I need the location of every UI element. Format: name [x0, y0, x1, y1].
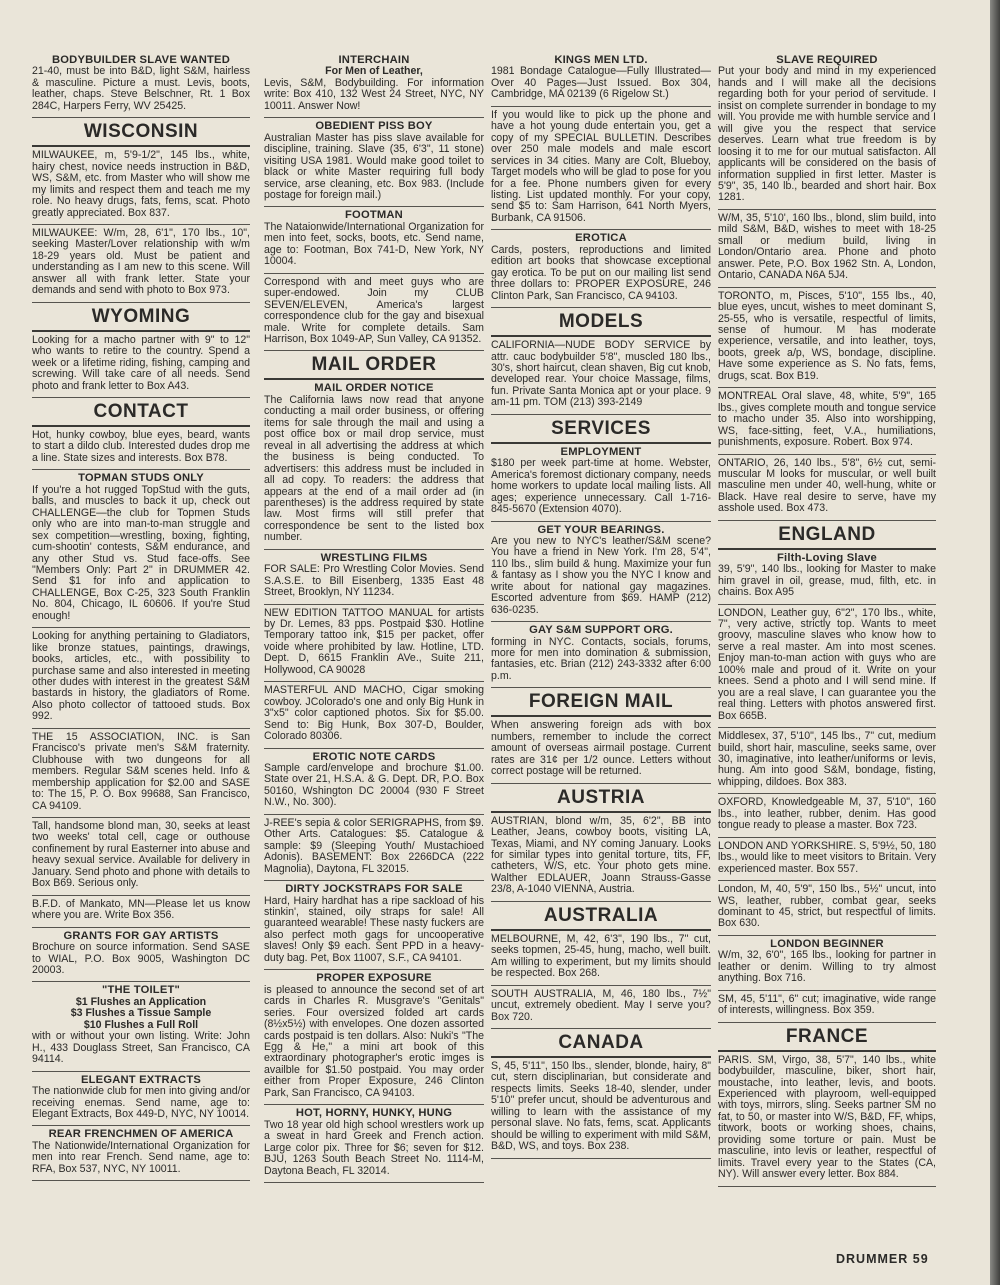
ad-body: Levis, S&M, Bodybuilding. For information write: Box 410, 132 West 24 Street, NYC, NY 10011. Answer Now! [264, 76, 484, 112]
ad-body: Hot, hunky cowboy, blue eyes, beard, wants to start a dildo club. Interested dudes drop me a line. State sizes and interests. Box B78. [32, 428, 250, 464]
ad-title: INTERCHAIN [338, 54, 410, 66]
column-2 [264, 52, 484, 1183]
classified-ad [718, 550, 936, 605]
ad-title: TOPMAN STUDS ONLY [78, 472, 204, 485]
page-spine-shadow [990, 0, 1000, 1285]
ad-body: TORONTO, m, Pisces, 5'10", 155 lbs., 40, blue eyes, uncut, wishes to meet dominant S, 25-55, who is versatile, respectful of limits, sense of humour. M has moderate experience, versatile, and into leather, toys, boots, greek a/p, WS, bondage, discipline. Have some experience as S. No fats, fems, drugs, scat. Box B19. [718, 289, 936, 382]
classified-ad [264, 118, 484, 207]
section-heading: CANADA [491, 1029, 711, 1058]
ad-body: MELBOURNE, M, 42, 6'3", 190 lbs., 7" cut, seeks topmen, 25-45, hung, macho, well built. Am willing to experiment, but my limits should be respected. Box 268. [491, 932, 711, 980]
classified-ad [32, 147, 250, 225]
classified-ad [32, 982, 250, 1071]
classified-ad [718, 936, 936, 991]
ad-title: WRESTLING FILMS [320, 551, 428, 564]
ad-body: The nationwide club for men into giving and/or receiving enemas. Send name, age to: Elegant Extracts, Box 449-D, NYC, NY 10014. [32, 1085, 250, 1120]
ad-body: B.F.D. of Mankato, MN—Please let us know where you are. Write Box 356. [32, 897, 250, 922]
column-3 [491, 52, 711, 1159]
classified-ad [718, 288, 936, 389]
ad-body: 21-40, must be into B&D, light S&M, hairless & masculine. Picture a must. Levis, boots, leather, chaps. Steve Belschner, Rt. 1 Box 284C, Harpers Ferry, WV 25425. [32, 65, 250, 112]
classified-ad [491, 107, 711, 231]
ad-body: ONTARIO, 26, 140 lbs., 5'8", 6½ cut, semi-muscular M looks for muscular, or well built masculine men under 40, well-hung, white or Black. Have real desire to serve, have my asshole used. Box 473. [718, 456, 936, 515]
classified-ad [32, 729, 250, 818]
magazine-name: DRUMMER [836, 1252, 909, 1266]
classified-ad [718, 52, 936, 210]
ad-body: is pleased to announce the second set of art cards in Charles R. Musgrave's "Genitals" series. Four oversized folded art cards (8½x5½) with envelopes. One dozen assorted cards postpaid is ten dollars. Also: Nuki's "The Egg & He," a mini art book of this extraordinary photographer's erotic imges is availble for $1.50 postpaid. You may order either from Proper Exposure, 246 Clinton Park, San Francisco, CA 94103. [264, 983, 484, 1099]
ad-body: 1981 Bondage Catalogue—Fully Illustrated—Over 40 Pages—Just Issued. Box 304, Cambridge, MA 02139 (6 Rigelow St.) [491, 65, 711, 101]
classified-ad [264, 207, 484, 273]
ad-subtitle-line: $3 Flushes a Tissue Sample [70, 1007, 212, 1020]
ad-title: "THE TOILET" [101, 984, 181, 997]
classified-ad [264, 682, 484, 748]
ad-title: FOOTMAN [345, 209, 403, 222]
section-heading: MODELS [491, 308, 711, 337]
ad-body: Middlesex, 37, 5'10", 145 lbs., 7" cut, medium build, short hair, masculine, seeks same, over 30, imaginative, into leather/uniforms or levis, hung. Am into good S&M, bondage, fisting, whipping, dildoes. Box 383. [718, 730, 936, 788]
ad-title: KINGS MEN LTD. [554, 54, 648, 66]
classified-ad [32, 1072, 250, 1127]
classified-ad [264, 970, 484, 1105]
classified-ad [491, 1058, 711, 1159]
classified-ad [491, 813, 711, 902]
classified-ad [264, 1105, 484, 1183]
classified-ad [264, 380, 484, 549]
classified-ad [32, 1126, 250, 1181]
column-1 [32, 52, 250, 1181]
classified-ad [491, 931, 711, 986]
section-heading: WISCONSIN [32, 118, 250, 147]
classified-ad [718, 455, 936, 521]
classified-ad [491, 622, 711, 688]
ad-body: W/m, 32, 6'0", 165 lbs., looking for partner in leather or denim. Willing to try almost anything. Box 716. [718, 949, 936, 985]
ad-body: LONDON AND YORKSHIRE. S, 5'9½, 50, 180 lbs., would like to meet visitors to Britain. Very experienced master. Box 557. [718, 839, 936, 875]
ad-body: J-REE's sepia & color SERIGRAPHS, from $9. Other Arts. Catalogues: $5. Catalogue & sample: $9 (Sleeping Youth/ Mustachioed Adonis). BASEMENT: Box 2266DCA (222 Magnolia), Daytona, FL 32015. [264, 816, 484, 875]
column-4 [718, 52, 936, 1187]
classified-ad [718, 388, 936, 454]
ad-body: SM, 45, 5'11", 6" cut; imaginative, wide range of interests, willingness. Box 359. [718, 992, 936, 1017]
ad-body: MILWAUKEE, m, 5'9-1/2", 145 lbs., white, hairy chest, novice needs instruction in B&D, WS, S&M, etc. from Master who will show me my limits and respect them and teach me my role. No heavy drugs, fats, fems, scat. Photo greatly appreciated. Box 837. [32, 149, 250, 219]
section-heading: AUSTRIA [491, 784, 711, 813]
ad-body: Put your body and mind in my experienced hands and I will make all the decisions regarding both for your period of servitude. I insist on complete surrender in bondage to my will. You provide me with humble service and I will give you the respect that service deserves. Learn what true freedom is by loosing it to me for our mutual satisfacton. All applicants will be considered on the basis of information supplied in first letter. Master is 5'9", 35, 140 lb., bearded and short hair. Box 1281. [718, 65, 936, 204]
section-heading: FRANCE [718, 1023, 936, 1052]
ad-body: Hard, Hairy hardhat has a ripe sackload of his stinkin', stained, oily straps for sale! All guaranteed wearable! These nasty fuckers are also perfect moth gags for uncooperative slaves! Only $9 each. Sent PPD in a heavy-duty bag. Pet, Box 11007, S.F., CA 94101. [264, 894, 484, 964]
classified-ad [32, 628, 250, 729]
ad-title: EMPLOYMENT [560, 445, 642, 458]
ad-body: MASTERFUL AND MACHO, Cigar smoking cowboy. JColorado's one and only Big Hunk in 3"x5" color captioned photos. Six for $5.00. Send to: Big Hunk, Box 307-D, Boulder, Colorado 80306. [264, 684, 484, 743]
ad-title: REAR FRENCHMEN OF AMERICA [48, 1128, 234, 1141]
classified-ad [491, 717, 711, 783]
ad-body: Looking for a macho partner with 9" to 12" who wants to retire to the country. Spend a week or a lifetime riding, fishing, camping and screwing. Will take care of all needs. Send photo and frank letter to Box A43. [32, 333, 250, 392]
classified-ad [718, 794, 936, 837]
classified-ad [264, 815, 484, 881]
classified-ad [264, 881, 484, 970]
classified-ad [264, 52, 484, 118]
ad-body: The California laws now read that anyone conducting a mail order business, or offering items for sale through the mail and using a post office box or mail drop service, must reveal in all advertising the address at which the business is being conducted. To advertisers: this address must be included in all ad copy. To readers: the address that appears at the end of a mail order ad (in parentheses) is the address required by state law. Most firms will still prefer that correspondence be sent to the listed box number. [264, 393, 484, 544]
ad-title: ELEGANT EXTRACTS [80, 1073, 202, 1086]
classified-ad [491, 986, 711, 1029]
classified-ad [32, 225, 250, 303]
ad-body: Two 18 year old high school wrestlers work up a sweat in hard Greek and French action. Large color pix. Three for $6; seven for $12. BJU, 1263 South Beach Street No. 1114-M, Daytona Beach, FL 32014. [264, 1118, 484, 1177]
classified-ad [718, 728, 936, 794]
ad-body: MILWAUKEE: W/m, 28, 6'1", 170 lbs., 10", seeking Master/Lover relationship with w/m 18-29 years old. Must be patient and understanding as I am new to this scene. Will answer all with frank letter. State your demands and send with photo to Box 973. [32, 226, 250, 297]
ad-body: W/M, 35, 5'10', 160 lbs., blond, slim build, into mild S&M, B&D, wishes to meet with 18-25 small or medium build, living in London/Ontario area. Phone and photo answer. Pete, P.O. Box 1962 Stn. A, London, Ontario, CANADA N6A 5J4. [718, 211, 936, 282]
ad-body: Australian Master has piss slave available for discipline, training. Slave (35, 6'3", 11 stone) visiting USA 1981. Would make good toilet to black or white Master requiring full body service, arse cleaning, etc. Box 983. (Include postage for foreign mail.) [264, 131, 484, 201]
ad-body: PARIS. SM, Virgo, 38, 5'7", 140 lbs., white bodybuilder, masculine, biker, short hair, moustache, into leather, levis, and boots. Experienced with playroom, well-equipped with toys, mirrors, sling. Seeks partner SM no fat, to 50, or master into W/S, B&D, FF, whips, titwork, boots or working shoes, chains, providing some torture or pain. Must be masculine, into levis or leather, respectful of limits. Travel every year to the States (CA, NY). Will answer every letter. Box 884. [718, 1053, 936, 1181]
ad-body: Tall, handsome blond man, 30, seeks at least two weeks' total cell, cage or outhouse confinement by rural Easterner into abuse and heavy sexual service. Available for delivery in January. Send photo and phone with details to Box B69. Serious only. [32, 820, 250, 890]
ad-body: Brochure on source information. Send SASE to WIAL, P.O. Box 9005, Washington DC 20003. [32, 941, 250, 976]
classified-ad [32, 818, 250, 896]
ad-subtitle-line: $10 Flushes a Full Roll [83, 1018, 199, 1031]
ad-title: EROTICA [575, 232, 627, 245]
ad-body: CALIFORNIA—NUDE BODY SERVICE by attr. cauc bodybuilder 5'8", muscled 180 lbs., 30's, short haircut, clean shaven, Big cut knob, developed rear. Your choice Massage, films, fun. Private Santa Monica apt or your place. 9 am-11 pm. TOM (213) 393-2149 [491, 339, 711, 409]
classified-ad [264, 605, 484, 683]
ad-title: Filth-Loving Slave [777, 551, 877, 564]
ad-title: EROTIC NOTE CARDS [312, 750, 436, 763]
ad-body: The Nataionwide/International Organization for men into feet, socks, boots, etc. Send name, age to: Footman, Box 741-D, New York, NY 10004. [264, 220, 484, 268]
ad-title: GRANTS FOR GAY ARTISTS [63, 929, 219, 942]
classified-ad [491, 522, 711, 623]
ad-body: THE 15 ASSOCIATION, INC. is San Francisco's private men's S&M fraternity. Clubhouse with two dungeons for all members. Regular S&M scenes held. Info & membership application for $2.00 and SASE to: The 15, P. O. Box 99688, San Francisco, CA 94109. [32, 730, 250, 812]
ad-body: NEW EDITION TATTOO MANUAL for artists by Dr. Lemes, 83 pps. Postpaid $30. Hotline Temporary tattoo ink, $15 per packet, offer voide where prohibited by law. Hotline, LTD. Dept. D, 6615 Franklin AVe., Suite 211, Hollywood, CA 90028 [264, 606, 484, 676]
classified-ad [718, 991, 936, 1023]
ad-body: If you would like to pick up the phone and have a hot young dude entertain you, get a copy of my SPECIAL BULLETIN. Describes over 250 male models and male escort services in 34 cities. Many are Colt, Blueboy, Target models who will be glad to pose for you for a fee. Phone numbers given for every listing. List updated monthly. For your copy, send $5 to: Sam Harrison, 641 North Myers, Burbank, CA 91506. [491, 108, 711, 224]
section-heading: CONTACT [32, 398, 250, 427]
section-heading: WYOMING [32, 303, 250, 332]
ad-body: Correspond with and meet guys who are super-endowed. Join my CLUB SEVEN/ELEVEN, America's largest correspondence club for the gay and bisexual male. Write for complete details. Sam Harrison, Box 1049-AP, Sun Valley, CA 91352. [264, 275, 484, 345]
ad-title: SLAVE REQUIRED [776, 54, 878, 66]
classified-ad [718, 210, 936, 288]
classified-ad [264, 274, 484, 352]
ad-body: If you're a hot rugged TopStud with the guts, balls, and muscles to back it up, check out CHALLENGE—the club for Topmen Studs only who are into man-to-man struggle and sex competition—wrestling, boxing, fighting, cum-shootin' contests, S&M endurance, and any other Stud vs. Stud face-offs. See "Members Only: Part 2" in DRUMMER 42. Send $1 for info and application to CHALLENGE, Box C-25, 323 South Franklin No. 804, Chicago, IL 60606. If you're Stud enough! [32, 483, 250, 622]
classified-ad [32, 928, 250, 983]
classified-ad [491, 444, 711, 522]
ad-body: OXFORD, Knowledgeable M, 37, 5'10", 160 lbs., into leather, rubber, denim. Has good tongue ready to please a master. Box 723. [718, 796, 936, 832]
page-footer [836, 1252, 929, 1266]
ad-title: OBEDIENT PISS BOY [315, 120, 433, 133]
ad-title: LONDON BEGINNER [770, 937, 884, 950]
ad-body: Sample card/envelope and brochure $1.00. State over 21, H.S.A. & G. Dept. DR, P.O. Box 50160, Wshington DC 20004 (930 F Street N.W., No. 300). [264, 762, 484, 809]
section-heading: AUSTRALIA [491, 902, 711, 931]
classified-ad [32, 470, 250, 628]
classified-ad [718, 1052, 936, 1187]
classified-ad [264, 749, 484, 815]
ad-body: AUSTRIAN, blond w/m, 35, 6'2", BB into Leather, Jeans, cowboy boots, visiting LA, Texas, Miami, and NY coming January. Looks for similar types into genital torture, tits, FF, catheters, W/S, etc. Your photo gets mine. Walther EDLAUER, Joann Strauss-Gasse 23/8, A-1040 VIENNA, Austria. [491, 814, 711, 896]
classified-ad [32, 427, 250, 470]
ad-body: $180 per week part-time at home. Webster, America's foremost dictionary company, needs home workers to update local mailing lists. All ages; experience unnecessary. Call 1-716-845-5670 (Extension 4070). [491, 457, 711, 516]
ad-title: DIRTY JOCKSTRAPS FOR SALE [285, 883, 463, 896]
ad-subtitle-line: $1 Flushes an Application [75, 995, 207, 1008]
ad-title: GET YOUR BEARINGS. [537, 523, 665, 536]
classified-ad [491, 52, 711, 107]
section-heading: ENGLAND [718, 521, 936, 550]
ad-title: MAIL ORDER NOTICE [314, 382, 434, 395]
ad-body: The Nationwide/International Organization for men into rear French. Send name, age to: RFA, Box 537, NYC, NY 10011. [32, 1139, 250, 1175]
ad-body: SOUTH AUSTRALIA, M, 46, 180 lbs., 7½" uncut, extremely obedient. May I serve you? Box 720. [491, 987, 711, 1023]
ad-body: FOR SALE: Pro Wrestling Color Movies. Send S.A.S.E. to Bill Eisenberg, 1335 East 48 Street, Brooklyn, NY 11234. [264, 563, 484, 599]
classified-ad [491, 337, 711, 415]
ad-title: HOT, HORNY, HUNKY, HUNG [295, 1107, 453, 1120]
ad-body: London, M, 40, 5'9", 150 lbs., 5½" uncut, into WS, leather, rubber, combat gear, seeks dominant to 45, strict, but respectful of limits. Box 630. [718, 883, 936, 930]
ad-body: Are you new to NYC's leather/S&M scene? You have a friend in New York. I'm 28, 5'4", 110 lbs., slim build & hung. Maximize your fun & fantasy as I show you the NYC I know and write about for national gay magazines. Escorted adventure from $69. HAMP (212) 636-0235. [491, 534, 711, 616]
ad-body: Looking for anything pertaining to Gladiators, like bronze statues, paintings, drawings, books, articles, etc., with possibility to purchase same and also interested in meeting other dudes with interest in the greatest S&M bastards in history, the gladiators of Rome. Also photo collector of tattooed studs. Box 992. [32, 630, 250, 723]
page-number: 59 [912, 1252, 929, 1266]
classified-ad [32, 332, 250, 398]
classified-ad [32, 52, 250, 118]
classified-ad [718, 881, 936, 936]
ad-body: When answering foreign ads with box numbers, remember to include the correct amount of overseas airmail postage. Current rates are 31¢ per 1/2 ounce. Letters without correct postage will be returned. [491, 719, 711, 778]
section-heading: FOREIGN MAIL [491, 688, 711, 717]
section-heading: SERVICES [491, 415, 711, 444]
ad-body: with or without your own listing. Write: John H., 433 Douglass Street, San Francisco, CA 94114. [32, 1030, 250, 1066]
ad-body: LONDON, Leather guy, 6"2", 170 lbs., white, 7", very active, strictly top. Wants to meet groovy, masculine slaves who know how to serve a real master. Am into most scenes. Enjoy man-to-man action with guys who are 100% male and proud of it. Write on your knees. Send a photo and I will send mine. If you are a real slave, I can guarantee you the real thing. Letters with photos answered first. Box 665B. [718, 606, 936, 722]
ad-body: 39, 5'9", 140 lbs., looking for Master to make him gravel in oil, grease, mud, filth, etc. in chains. Box A95 [718, 563, 936, 599]
classified-ad [718, 605, 936, 729]
section-heading: MAIL ORDER [264, 351, 484, 380]
classified-ad [491, 230, 711, 308]
ad-title: PROPER EXPOSURE [316, 972, 432, 985]
ad-body: Cards, posters, reproductions and limited edition art books that showcase exceptional gay erotica. To be put on our mailing list send three dollars to: PROPER EXPOSURE, 246 Clinton Park, San Francisco, CA 94103. [491, 243, 711, 302]
ad-subtitle-line: For Men of Leather, [325, 65, 423, 78]
classified-ad [264, 550, 484, 605]
ad-title: BODYBUILDER SLAVE WANTED [51, 54, 230, 66]
ad-body: MONTREAL Oral slave, 48, white, 5'9", 165 lbs., gives complete mouth and tongue service to macho under 35. Also into worshipping, WS, face-sitting, feet, V.A., humiliations, punishments, exposure. Robert. Box 974. [718, 390, 936, 449]
classified-ad [32, 896, 250, 928]
classified-ad [718, 838, 936, 881]
ad-body: S, 45, 5'11", 150 lbs., slender, blonde, hairy, 8" cut, stern disciplinarian, but considerate and respects limits. Seeks 18-40, slender, under 5'10" prefer uncut, should be adventurous and willing to learn with the assistance of my personal slave. No fats, fems, scat. Applicants should be willing to experiment with mild S&M, B&D, WS, and toys. Box 238. [491, 1060, 711, 1153]
ad-title: GAY S&M SUPPORT ORG. [529, 624, 673, 637]
ad-body: forming in NYC. Contacts, socials, forums, more for men into domination & submission, fantasies, etc. Brian (212) 243-3332 after 6:00 p.m. [491, 635, 711, 682]
